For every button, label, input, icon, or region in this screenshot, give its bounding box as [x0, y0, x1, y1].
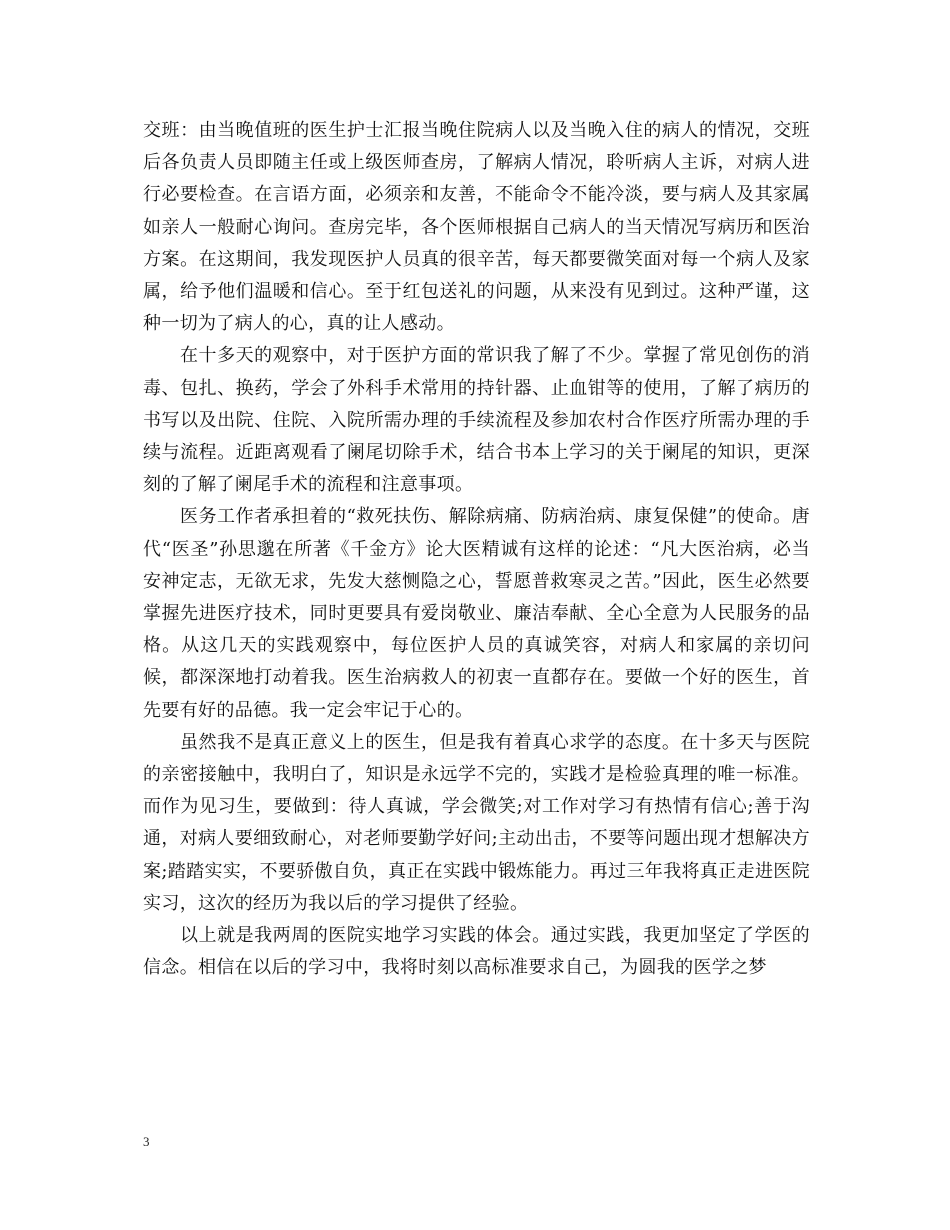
paragraph-2: 在十多天的观察中，对于医护方面的常识我了解了不少。掌握了常见创伤的消毒、包扎、换药，学会了外科手术常用的持针器、止血钳等的使用，了解了病历的书写以及出院、住院、入院所需办理的手续流程及参加农村合作医疗所需办理的手续与流程。近距离观看了阑尾切除手术，结合书本上学习的关于阑尾的知识，更深刻的了解了阑尾手术的流程和注意事项。 — [143, 345, 810, 496]
paragraph-1: 交班：由当晚值班的医生护士汇报当晚住院病人以及当晚入住的病人的情况，交班后各负责人员即随主任或上级医师查房，了解病人情况，聆听病人主诉，对病人进行必要检查。在言语方面，必须亲和友善，不能命令不能冷淡，要与病人及其家属如亲人一般耐心询问。查房完毕，各个医师根据自己病人的当天情况写病历和医治方案。在这期间，我发现医护人员真的很辛苦，每天都要微笑面对每一个病人及家属，给予他们温暖和信心。至于红包送礼的问题，从来没有见到过。这种严谨，这种一切为了病人的心，真的让人感动。 — [143, 120, 810, 335]
paragraph-3: 医务工作者承担着的“救死扶伤、解除病痛、防病治病、康复保健”的使命。唐代“医圣”孙思邈在所著《千金方》论大医精诚有这样的论述：“凡大医治病，必当安神定志，无欲无求，先发大慈恻隐之心，誓愿普救寒灵之苦。”因此，医生必然要掌握先进医疗技术，同时更要具有爱岗敬业、廉洁奉献、全心全意为人民服务的品格。从这几天的实践观察中，每位医护人员的真诚笑容，对病人和家属的亲切问候，都深深地打动着我。医生治病救人的初衷一直都存在。要做一个好的医生，首先要有好的品德。我一定会牢记于心的。 — [143, 506, 810, 721]
paragraph-4: 虽然我不是真正意义上的医生，但是我有着真心求学的态度。在十多天与医院的亲密接触中，我明白了，知识是永远学不完的，实践才是检验真理的唯一标准。而作为见习生，要做到：待人真诚，学会微笑;对工作对学习有热情有信心;善于沟通，对病人要细致耐心，对老师要勤学好问;主动出击，不要等问题出现才想解决方案;踏踏实实，不要骄傲自负，真正在实践中锻炼能力。再过三年我将真正走进医院实习，这次的经历为我以后的学习提供了经验。 — [143, 731, 811, 914]
page-number: 3 — [143, 1134, 150, 1149]
document-body — [143, 115, 810, 984]
paragraph-5: 以上就是我两周的医院实地学习实践的体会。通过实践，我更加坚定了学医的信念。相信在以后的学习中，我将时刻以高标准要求自己，为圆我的医学之梦 — [143, 925, 810, 979]
